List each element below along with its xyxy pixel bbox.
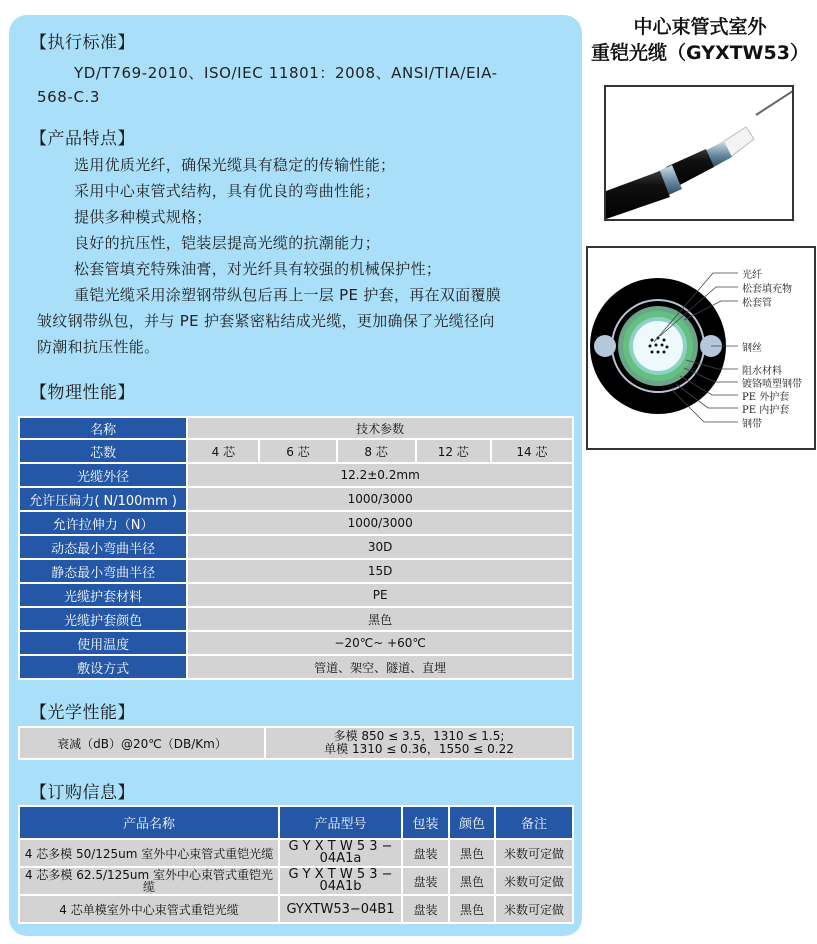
product-model: [280, 868, 401, 894]
header-package: 包装: [403, 807, 448, 838]
product-color: 黑色: [450, 896, 494, 922]
label-pe-outer-sheath: PE 外护套: [742, 392, 790, 403]
product-package: 盘装: [403, 868, 448, 894]
row-label: 静态最小弯曲半径: [20, 560, 186, 582]
core-count: 12 芯: [417, 440, 490, 462]
header-note: 备注: [496, 807, 572, 838]
physical-properties-table: [18, 416, 574, 680]
product-title-line1: 中心束管式室外: [633, 16, 767, 38]
header-product-name: 产品名称: [20, 807, 278, 838]
row-label: 光缆外径: [20, 464, 186, 486]
core-count: 8 芯: [338, 440, 415, 462]
feature-item: 良好的抗压性，铠装层提高光缆的抗潮能力；: [74, 234, 381, 252]
product-model: [280, 840, 401, 866]
product-name: 4 芯单模室外中心束管式重铠光缆: [20, 896, 278, 922]
label-water-blocking: 阻水材料: [742, 366, 782, 377]
row-value: PE: [188, 584, 572, 606]
header-name: 名称: [20, 418, 186, 438]
feature-paragraph-line2: 皱纹钢带纵包，并与 PE 护套紧密粘结成光缆，更加确保了光缆径向: [37, 312, 495, 330]
product-package: 盘装: [403, 896, 448, 922]
attenuation-multimode: 多模 850 ≤ 3.5，1310 ≤ 1.5;: [333, 729, 505, 743]
row-label: 敷设方式: [20, 656, 186, 678]
product-name: 4 芯多模 50/125um 室外中心束管式重铠光缆: [20, 840, 278, 866]
row-label: 光缆护套颜色: [20, 608, 186, 630]
row-label: 动态最小弯曲半径: [20, 536, 186, 558]
label-coated-steel-tape: 镀铬喷塑钢带: [742, 379, 802, 390]
label-steel-tape: 钢带: [742, 419, 762, 430]
optical-properties-table: [18, 726, 574, 760]
row-value: 黑色: [188, 608, 572, 630]
product-note: 米数可定做: [496, 868, 572, 894]
feature-item: 提供多种模式规格；: [74, 208, 212, 226]
section-title-features: 【产品特点】: [30, 129, 135, 149]
model-line1: G Y X T W 5 3 −: [288, 867, 393, 882]
label-tube-filler: 松套填充物: [742, 284, 792, 295]
product-note: 米数可定做: [496, 896, 572, 922]
cable-cross-section-icon: [588, 248, 814, 448]
feature-item: 采用中心束管式结构，具有优良的弯曲性能；: [74, 182, 381, 200]
section-title-optical: 【光学性能】: [30, 703, 135, 723]
core-count: 4 芯: [188, 440, 258, 462]
row-value: 12.2±0.2mm: [188, 464, 572, 486]
model-line2: 04A1a: [319, 851, 362, 866]
header-model: 产品型号: [280, 807, 401, 838]
row-value: 1000/3000: [188, 488, 572, 510]
product-package: 盘装: [403, 840, 448, 866]
standard-text-line2: 568-C.3: [37, 88, 101, 106]
row-label: 允许压扁力( N/100mm ): [20, 488, 186, 510]
feature-item: 松套管填充特殊油膏，对光纤具有较强的机械保护性；: [74, 260, 442, 278]
row-value: 15D: [188, 560, 572, 582]
row-value: 30D: [188, 536, 572, 558]
product-title-line2: 重铠光缆（GYXTW53）: [591, 42, 809, 64]
product-title: [583, 14, 817, 66]
product-color: 黑色: [450, 840, 494, 866]
cross-section-diagram: [586, 246, 816, 450]
table-row: [20, 896, 572, 922]
feature-paragraph-line1: 重铠光缆采用涂塑钢带纵包后再上一层 PE 护套，再在双面覆膜: [74, 286, 502, 304]
label-loose-tube: 松套管: [742, 298, 772, 309]
model-line2: 04A1b: [319, 879, 362, 894]
product-color: 黑色: [450, 868, 494, 894]
product-model: GYXTW53−04B1: [280, 896, 401, 922]
attenuation-singlemode: 单模 1310 ≤ 0.36，1550 ≤ 0.22: [324, 742, 514, 756]
cable-photo: [604, 85, 794, 221]
table-row: [20, 868, 572, 894]
row-value: −20℃~ +60℃: [188, 632, 572, 654]
section-title-ordering: 【订购信息】: [30, 783, 135, 803]
feature-paragraph-line3: 防潮和抗压性能。: [37, 338, 160, 356]
section-title-physical: 【物理性能】: [30, 383, 135, 403]
table-row: [20, 840, 572, 866]
feature-item: 选用优质光纤，确保光缆具有稳定的传输性能；: [74, 156, 396, 174]
row-label: 使用温度: [20, 632, 186, 654]
row-label: 允许拉伸力（N）: [20, 512, 186, 534]
attenuation-value: [266, 728, 572, 758]
row-label: 光缆护套材料: [20, 584, 186, 606]
product-name: 4 芯多模 62.5/125um 室外中心束管式重铠光缆: [20, 868, 278, 894]
row-value: 管道、架空、隧道、直埋: [188, 656, 572, 678]
product-note: 米数可定做: [496, 840, 572, 866]
row-value: 1000/3000: [188, 512, 572, 534]
section-title-standard: 【执行标准】: [30, 33, 135, 53]
cable-illustration-icon: [606, 87, 792, 219]
core-count: 6 芯: [260, 440, 335, 462]
attenuation-label: 衰减（dB）@20℃（DB/Km）: [20, 728, 264, 758]
ordering-table: [18, 805, 574, 924]
label-fiber: 光纤: [742, 270, 762, 281]
label-steel-wire: 钢丝: [742, 343, 762, 354]
core-count: 14 芯: [492, 440, 572, 462]
header-params: 技术参数: [188, 418, 572, 438]
core-count-label: 芯数: [20, 440, 186, 462]
label-pe-inner-sheath: PE 内护套: [742, 405, 790, 416]
header-color: 颜色: [450, 807, 494, 838]
standard-text-line1: YD/T769-2010、ISO/IEC 11801：2008、ANSI/TIA/EIA-: [74, 64, 498, 82]
model-line1: G Y X T W 5 3 −: [288, 839, 393, 854]
